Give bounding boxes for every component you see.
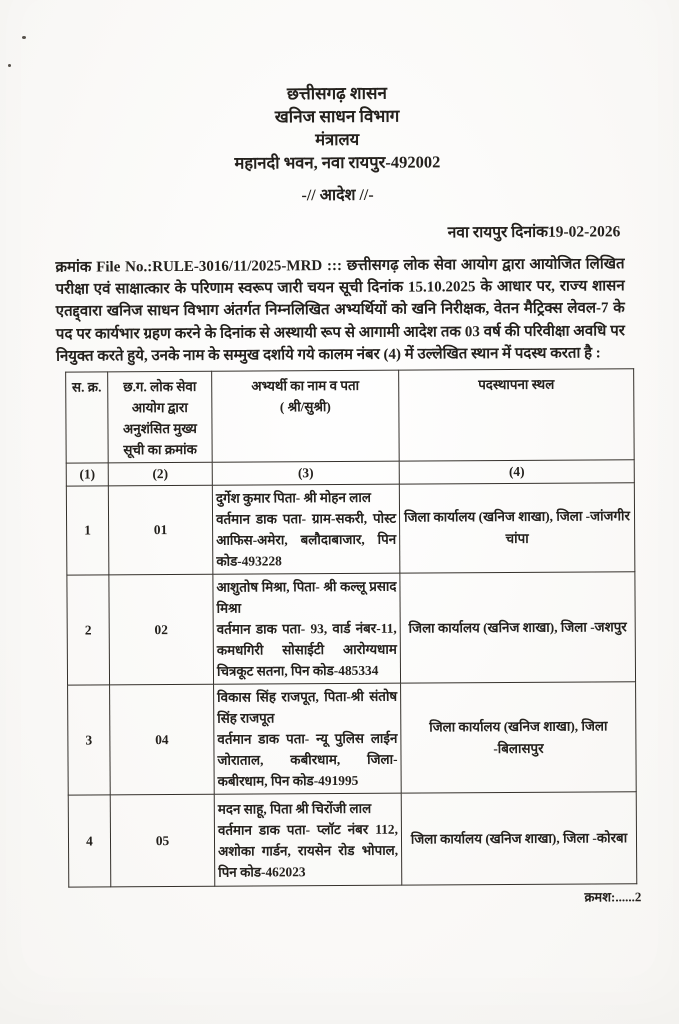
column-number-row <box>66 460 634 486</box>
candidate-name: विकास सिंह राजपूत, पिता-श्री संतोष सिंह राजपूत <box>217 688 398 726</box>
column-number: (4) <box>399 460 634 484</box>
header-candidate-name-address <box>212 370 400 462</box>
order-paragraph <box>55 253 625 367</box>
header-name-line: अभ्यर्थी का नाम व पता <box>251 377 360 394</box>
table-header-row <box>66 369 635 463</box>
office-address: महानदी भवन, नवा रायपुर-492002 <box>234 152 441 173</box>
table-row <box>66 483 635 575</box>
candidate-name: आशुतोष मिश्रा, पिता- श्री कल्लू प्रसाद मिश्रा <box>216 578 397 616</box>
candidate-name-address <box>213 573 401 684</box>
table-row <box>68 682 637 795</box>
header-posting-place: पदस्थापना स्थल <box>399 369 635 461</box>
postings-table <box>65 368 637 887</box>
posting-place: जिला कार्यालय (खनिज शाखा), जिला -बिलासपुर <box>401 682 637 793</box>
posting-place: जिला कार्यालय (खनिज शाखा), जिला -कोरबा <box>401 792 637 885</box>
column-number: (3) <box>212 461 399 485</box>
letterhead <box>0 80 677 176</box>
file-number-reference: क्रमांक File No.:RULE-3016/11/2025-MRD ::: <box>55 257 347 276</box>
serial-no: 1 <box>66 486 109 575</box>
serial-no: 2 <box>67 575 110 685</box>
candidate-address: वर्तमान डाक पता- ग्राम-सकरी, पोस्ट आफिस-अमेरा, बलौदाबाजार, पिन कोड-493228 <box>215 510 397 569</box>
government-name: छत्तीसगढ़ शासन <box>286 83 387 104</box>
posting-place: जिला कार्यालय (खनिज शाखा), जिला -जांजगीर चांपा <box>399 483 635 573</box>
candidate-address: वर्तमान डाक पता- 93, वार्ड नंबर-11, कमधगिरी सोसाईटी आरोग्यधाम चित्रकूट सतना, पिन कोड-485334 <box>216 620 397 679</box>
office-name: मंत्रालय <box>315 129 360 150</box>
header-salutation-line: ( श्री/सुश्री) <box>279 399 331 415</box>
place-date-line: नवा रायपुर दिनांक19-02-2026 <box>447 223 621 242</box>
candidate-name-address <box>212 484 400 574</box>
table-row <box>67 572 636 685</box>
table-row <box>68 792 637 887</box>
order-body-text: छत्तीसगढ़ लोक सेवा आयोग द्वारा आयोजित लिखित परीक्षा एवं साक्षात्कार के परिणाम स्वरूप जारी चयन सूची दिनांक 15.10.2025 के आधार पर, राज्य शासन एतद्द्वारा खनिज साधन विभाग अंतर्गत निम्नलिखित अभ्यर्थियों को खनि निरीक्षक, वेतन मैट्रिक्स लेवल-7 के पद पर कार्यभार ग्रहण करने के दिनांक से अस्थायी रूप से आगामी आदेश तक 03 वर्ष की परिवीक्षा अवधि पर नियुक्त करते हुये, उनके नाम के सम्मुख दर्शाये गये कालम नंबर (4) में उल्लेखित स्थान में पदस्थ करता है : <box>55 256 625 365</box>
list-no: 02 <box>109 574 214 685</box>
order-title: -// आदेश //- <box>301 186 374 205</box>
posting-place: जिला कार्यालय (खनिज शाखा), जिला -जशपुर <box>400 572 636 683</box>
candidate-address: वर्तमान डाक पता- न्यू पुलिस लाईन जोराताल, कबीरधाम, जिला-कबीरधाम, पिन कोड-491995 <box>217 730 398 789</box>
department-name: खनिज साधन विभाग <box>274 106 400 127</box>
candidate-name: दुर्गेश कुमार पिता- श्री मोहन लाल <box>215 489 371 506</box>
header-serial-no: स. क्र. <box>66 372 109 463</box>
column-number: (1) <box>66 463 108 486</box>
candidate-name-address <box>214 793 402 886</box>
candidate-name-address <box>214 683 402 794</box>
header-psc-list-no: छ.ग. लोक सेवा आयोग द्वारा अनुशंसित मुख्य सूची का क्रमांक <box>108 371 213 463</box>
list-no: 04 <box>110 684 215 795</box>
candidate-name: मदन साहू, पिता श्री चिरोंजी लाल <box>217 800 372 817</box>
column-number: (2) <box>108 462 212 486</box>
continuation-marker: क्रमश:......2 <box>584 889 642 905</box>
candidate-address: वर्तमान डाक पता- प्लॉट नंबर 112, अशोका गार्डन, रायसेन रोड भोपाल, पिन कोड-462023 <box>217 821 399 880</box>
serial-no: 4 <box>68 795 111 887</box>
serial-no: 3 <box>68 685 111 795</box>
list-no: 05 <box>110 794 215 887</box>
list-no: 01 <box>108 485 213 575</box>
